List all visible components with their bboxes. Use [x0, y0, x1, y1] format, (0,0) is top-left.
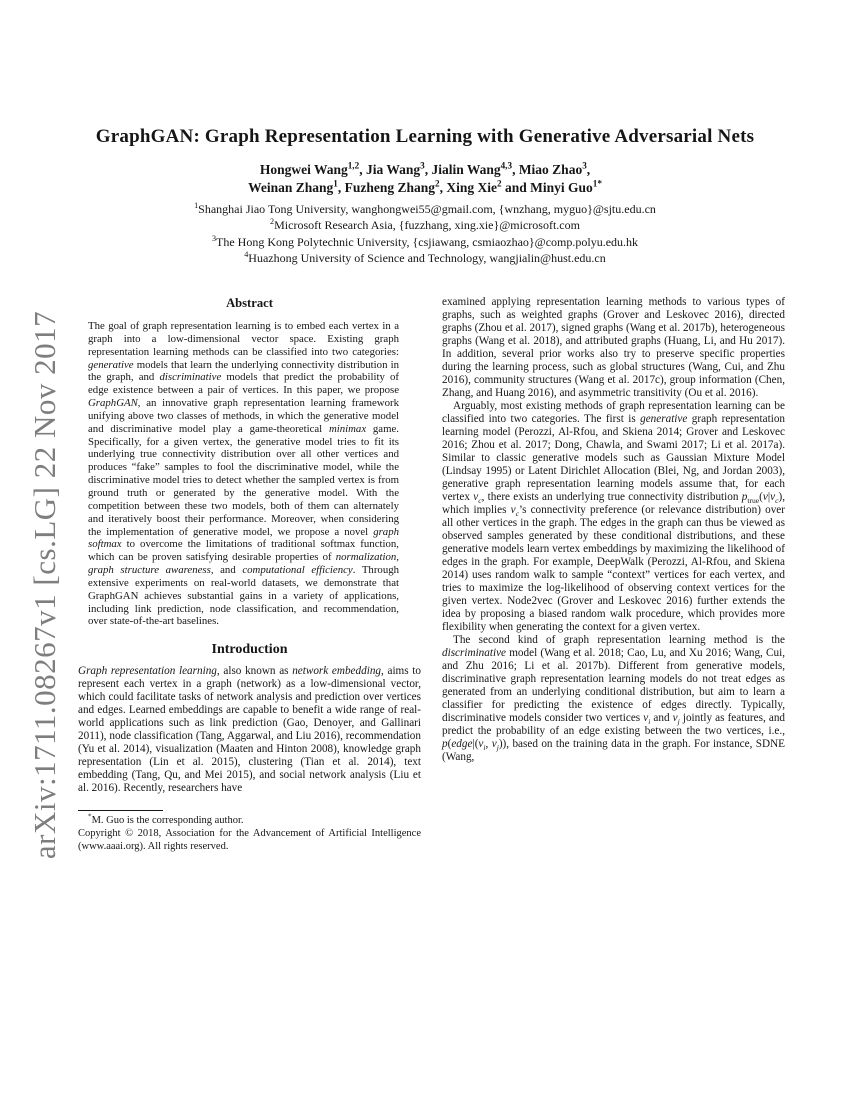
affiliation-4: $^4$Huazhong University of Science and Technology, wangjialin@hust.edu.cn: [244, 250, 606, 266]
abstract-heading: Abstract: [226, 296, 273, 310]
paper-header: [0, 126, 850, 267]
affiliation-3: $^3$The Hong Kong Polytechnic University, {csjiawang, csmiaozhao}@comp.polyu.edu.hk: [211, 233, 639, 249]
footnote-block: [78, 810, 421, 853]
left-column: [78, 296, 421, 853]
right-column: [442, 296, 785, 764]
right-paragraph-2: Arguably, most existing methods of graph representation learning can be classified into two categories. The first is generative graph representation learning model (Perozzi, Al-Rfou, and Skiena 2014; Grover and Leskovec 2016; Zhou et al. 2017; Dong, Chawla, and Swami 2017; Li et al. 2017a). Similar to classic generative models such as Gaussian Mixture Model (Lindsay 1995) or Latent Dirichlet Allocation (Blei, Ng, and Jordan 2003), generative graph representation learning models assume that, for each vertex $v_c$, there exists an underlying true connectivity distribution $p_{true}(v|v_c)$, which implies $v_c’s$ connectivity preference (or relevance distribution) over all other vertices in the graph. The edges in the graph can thus be viewed as observed samples generated by these conditional distributions, and these generative models learn vertex embeddings by maximizing the likelihood of edges in the graph. For example, DeepWalk (Perozzi, Al-Rfou, and Skiena 2014) uses random walk to sample “context” vertices for each vertex, and tries to maximize the log-likelihood of observing context vertices for the given vertex. Node2vec (Grover and Leskovec 2016) further extends the idea by proposing a biased random walk procedure, which provides more flexibility when generating the context for a given vertex.: [442, 400, 786, 633]
introduction-paragraph-1: Graph representation learning, also known as network embedding, aims to represent each vertex in a graph (network) as a low-dimensional vector, which could facilitate tasks of network analysis and prediction over vertices and edges. Learned embeddings are capable to benefit a wide range of real-world applications such as link prediction (Gao, Denoyer, and Gallinari 2011), node classification (Tang, Aggarwal, and Liu 2016), recommendation (Yu et al. 2014), visualization (Maaten and Hinton 2008), knowledge graph representation (Lin et al. 2015), clustering (Tian et al. 2014), text embedding (Tang, Qu, and Mei 2015), and social network analysis (Liu et al. 2016). Recently, researchers have: [78, 665, 421, 795]
author-block: [0, 161, 850, 196]
footnote-copyright: Copyright © 2018, Association for the Advancement of Artificial Intelligence (www.aaai.org). All rights reserved.: [78, 827, 421, 852]
introduction-heading: Introduction: [211, 642, 288, 658]
arxiv-watermark: arXiv:1711.08267v1 [cs.LG] 22 Nov 2017: [27, 310, 62, 860]
authors-line-1: Hongwei Wang$^{1,2}$, Jia Wang$^3$, Jialin Wang$^{4,3}$, Miao Zhao$^3$,: [259, 160, 591, 177]
affiliation-2: $^2$Microsoft Research Asia, {fuzzhang, xing.xie}@microsoft.com: [270, 217, 580, 233]
abstract-text: The goal of graph representation learning is to embed each vertex in a graph into a low-dimensional vector space. Existing graph representation learning methods can be classified into two categories: generative models that learn the underlying connectivity distribution in the graph, and discriminative models that predict the probability of edge existence between a pair of vertices. In this paper, we propose GraphGAN, an innovative graph representation learning framework unifying above two classes of methods, in which the generative model and discriminative model play a game-theoretical minimax game. Specifically, for a given vertex, the generative model tries to fit its underlying true connectivity distribution over all other vertices and produces “fake” samples to fool the discriminative model, while the discriminative model tries to detect whether the sampled vertex is from ground truth or generated by the generative model. With the competition between these two models, both of them can alternately and iteratively boost their performance. Moreover, when considering the implementation of generative model, we propose a novel graph softmax to overcome the limitations of traditional softmax function, which can be proven satisfying desirable properties of normalization, graph structure awareness, and computational efficiency. Through extensive experiments on real-world datasets, we demonstrate that GraphGAN achieves substantial gains in a variety of applications, including link prediction, node classification, and recommendation, over state-of-the-art baselines.: [88, 320, 400, 628]
paper-title: GraphGAN: Graph Representation Learning with Generative Adversarial Nets: [95, 126, 755, 147]
footnote-rule: [78, 810, 163, 811]
footnote-corresponding-author: *M. Guo is the corresponding author.: [88, 812, 244, 827]
affiliation-block: [0, 201, 850, 267]
right-paragraph-3: The second kind of graph representation learning method is the discriminative model (Wang et al. 2018; Cao, Lu, and Xu 2016; Wang, Cui, and Zhu 2016; Li et al. 2017b). Different from generative models, discriminative graph representation learning models do not treat edges as generated from an underlying conditional distribution, but aim to learn a classifier for predicting the existence of edges directly. Typically, discriminative models consider two vertices $v_i$ and $v_j$ jointly as features, and predict the probability of an edge existing between the two vertices, i.e., $p(edge|(v_i$, $v_j$)), based on the training data in the graph. For instance, SDNE (Wang,: [442, 634, 786, 763]
affiliation-1: $^1$Shanghai Jiao Tong University, wanghongwei55@gmail.com, {wnzhang, myguo}@sjtu.edu.cn: [194, 201, 656, 216]
authors-line-2: Weinan Zhang$^1$, Fuzheng Zhang$^2$, Xing Xie$^2$ and Minyi Guo$^{1*}$: [248, 178, 602, 195]
right-paragraph-1: examined applying representation learning methods to various types of graphs, such as weighted graphs (Grover and Leskovec 2016), directed graphs (Zhou et al. 2017), signed graphs (Wang et al. 2017b), heterogeneous graphs (Wang et al. 2018), and attributed graphs (Huang, Li, and Hu 2017). In addition, several prior works also try to preserve specific properties during the learning process, such as global structures (Wang, Cui, and Zhu 2016), community structures (Wang et al. 2017c), group information (Chen, Zhang, and Huang 2016), and asymmetric transitivity (Ou et al. 2016).: [442, 296, 785, 399]
